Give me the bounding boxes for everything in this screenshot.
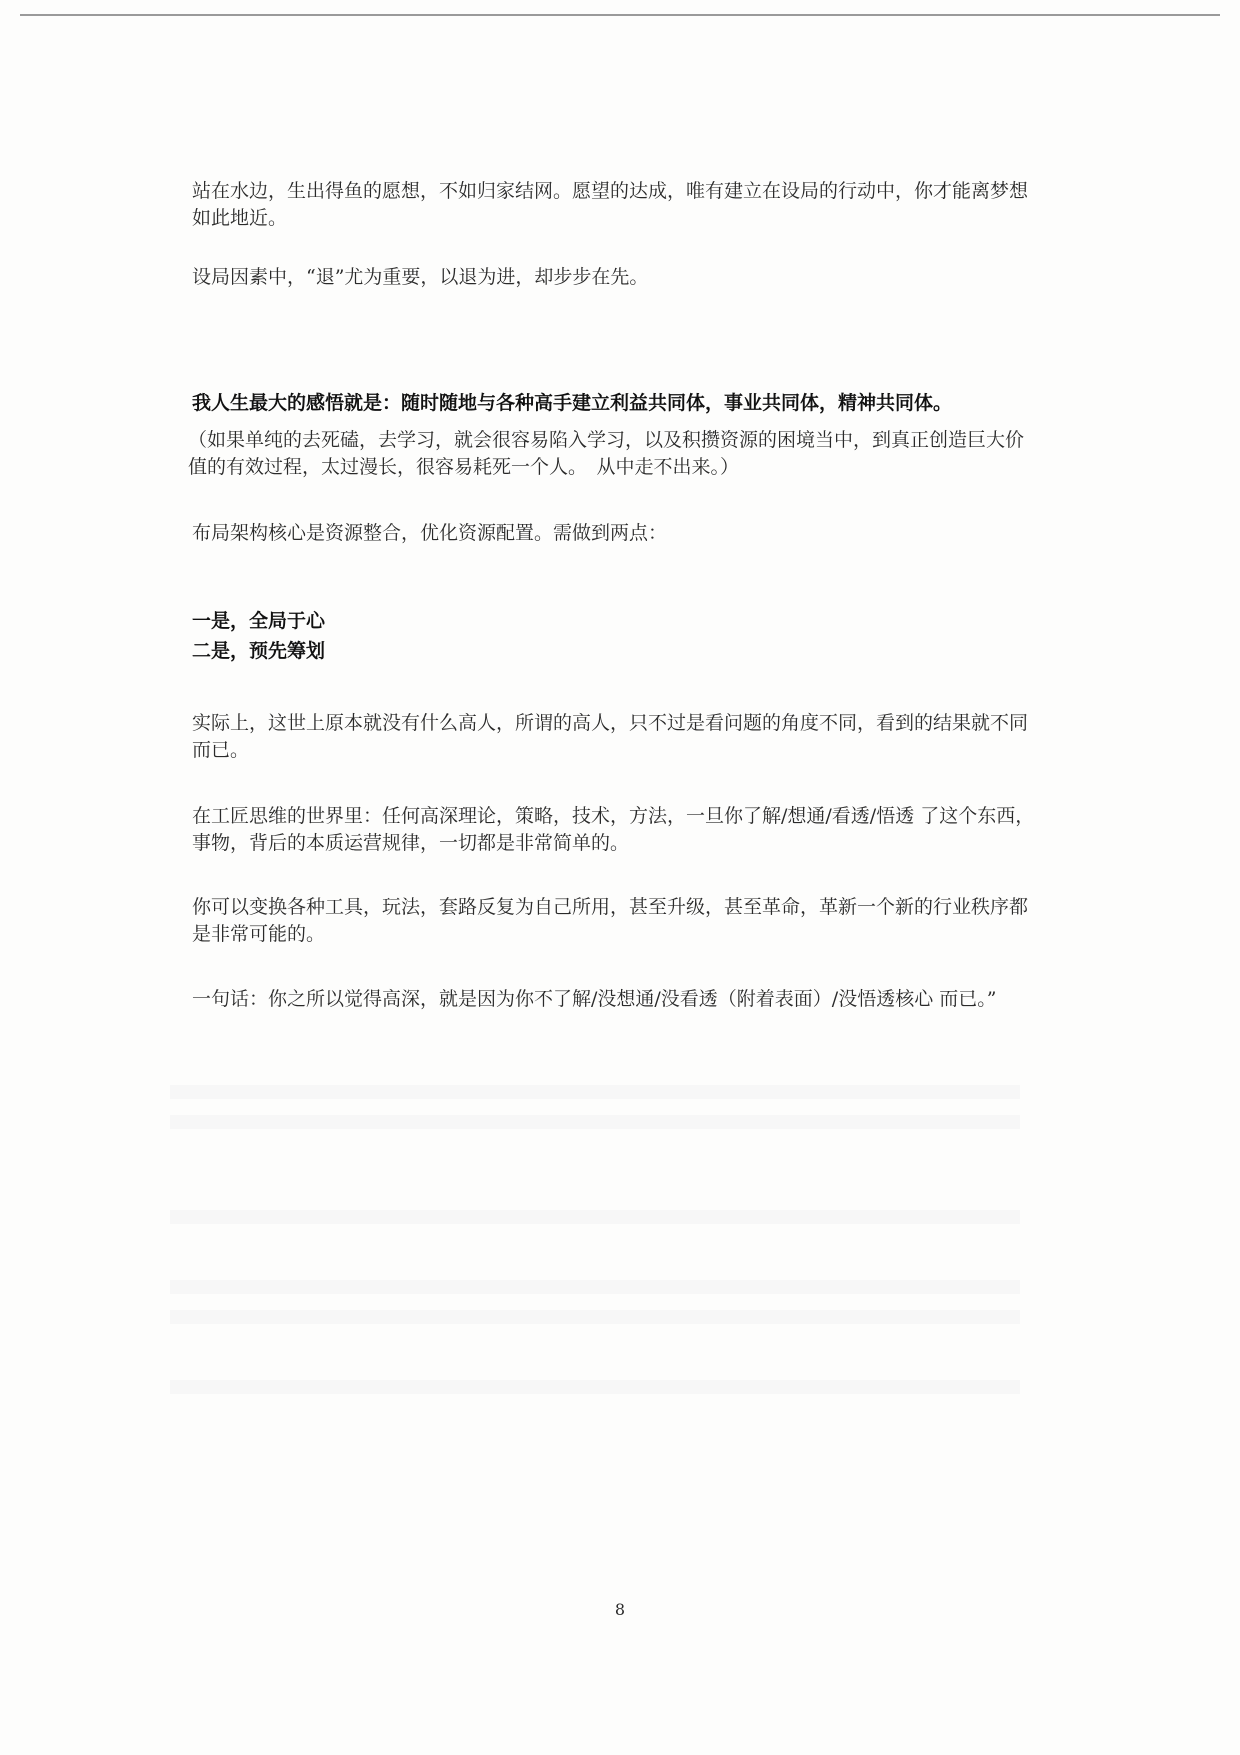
bleed-through-line (170, 1310, 1020, 1324)
paragraph-5: 布局架构核心是资源整合，优化资源配置。需做到两点： (192, 522, 668, 544)
point-one: 一是，全局于心 (192, 610, 326, 632)
bleed-through-line (170, 1085, 1020, 1099)
bleed-through-line (170, 1210, 1020, 1224)
bleed-through-line (170, 1380, 1020, 1394)
paragraph-2: 设局因素中，“退”尤为重要，以退为进，却步步在先。 (192, 266, 649, 288)
point-two: 二是，预先筹划 (192, 640, 326, 662)
bleed-through-line (170, 1280, 1020, 1294)
paragraph-1: 站在水边，生出得鱼的愿想，不如归家结网。愿望的达成，唯有建立在设局的行动中，你才能离梦想如此地近。 (192, 180, 1029, 229)
paragraph-3-key-insight: 我人生最大的感悟就是：随时随地与各种高手建立利益共同体，事业共同体，精神共同体。 (192, 392, 953, 414)
paragraph-7: 在工匠思维的世界里：任何高深理论，策略，技术，方法，一旦你了解/想通/看透/悟透 了这个东西，事物，背后的本质运营规律，一切都是非常简单的。 (192, 805, 1035, 854)
paragraph-4: （如果单纯的去死磕，去学习，就会很容易陷入学习，以及积攒资源的困境当中，到真正创造巨大价值的有效过程，太过漫长，很容易耗死一个人。 从中走不出来。） (188, 429, 1025, 478)
paragraph-6: 实际上，这世上原本就没有什么高人，所谓的高人，只不过是看问题的角度不同，看到的结果就不同而已。 (192, 712, 1029, 761)
paragraph-9: 一句话：你之所以觉得高深，就是因为你不了解/没想通/没看透（附着表面）/没悟透核心 而已。” (192, 988, 997, 1010)
page-number: 8 (614, 1600, 626, 1619)
top-rule (20, 14, 1220, 16)
bleed-through-line (170, 1115, 1020, 1129)
paragraph-8: 你可以变换各种工具，玩法，套路反复为自己所用，甚至升级，甚至革命，革新一个新的行业秩序都是非常可能的。 (192, 896, 1029, 945)
